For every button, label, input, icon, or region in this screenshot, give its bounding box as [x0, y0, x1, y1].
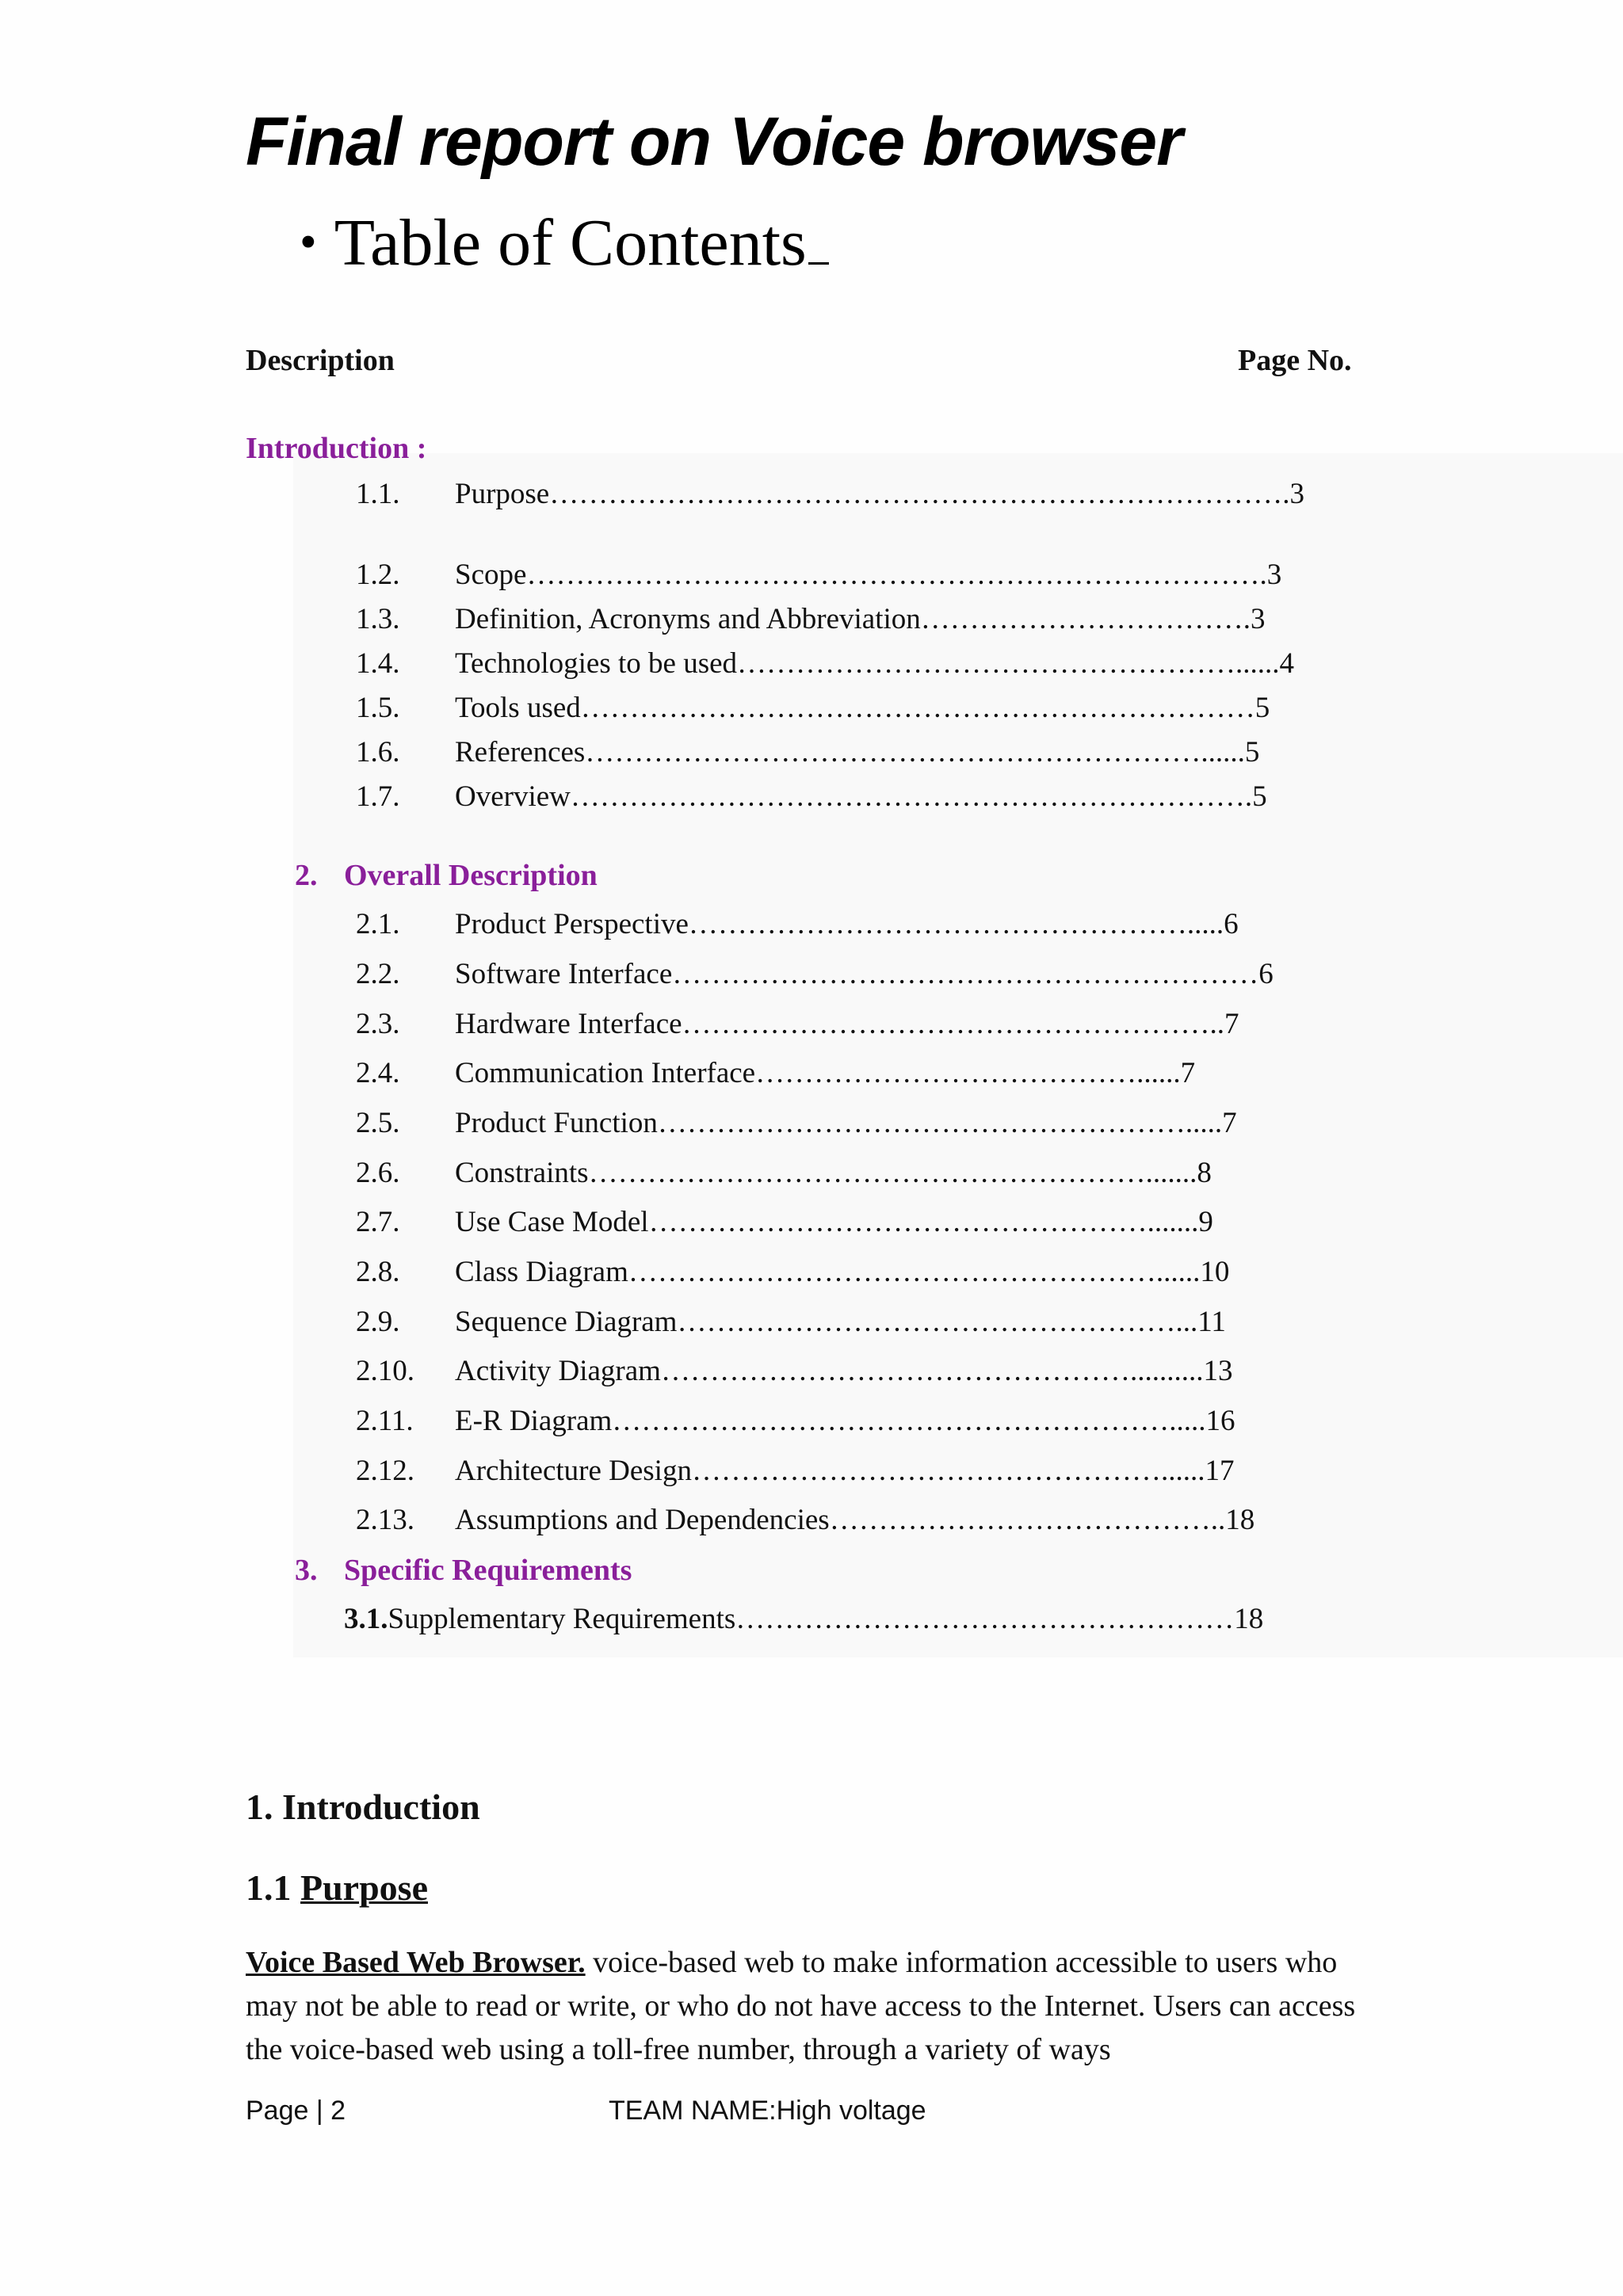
toc-entry-text: Scope: [455, 559, 527, 591]
toc-entry-text: Tools used: [455, 692, 581, 724]
toc-entry: [356, 602, 1338, 646]
toc-entry-number: 2.9.: [356, 1306, 400, 1338]
toc-entry: [356, 1255, 1338, 1299]
heading-purpose-number: 1.1: [246, 1867, 300, 1908]
toc-entry: [356, 1305, 1338, 1349]
section-introduction: Introduction :: [246, 432, 427, 465]
toc-entry: [356, 1056, 1338, 1100]
toc-heading-text: Table of Contents: [334, 206, 807, 280]
toc-entry-text: Definition, Acronyms and Abbreviation: [455, 603, 921, 635]
toc-entry-number: 2.6.: [356, 1157, 400, 1189]
toc-entry-page: 18: [1234, 1603, 1264, 1635]
toc-entry-number: 2.8.: [356, 1256, 400, 1288]
toc-entry-text: Assumptions and Dependencies: [455, 1504, 830, 1536]
toc-entry-dots: ……………………………………………………………: [580, 692, 1255, 724]
toc-entry: [356, 691, 1338, 735]
toc-entry-dots: ………………………………………………………………….: [549, 478, 1290, 510]
toc-entry-text: Overview: [455, 780, 571, 813]
toc-entry-dots: ……………………………………………………: [672, 958, 1259, 990]
toc-entry: [356, 1205, 1338, 1249]
toc-entry-dots: ………………………………………………………......: [585, 736, 1245, 769]
toc-entry-dots: …………………………………………..........: [660, 1355, 1204, 1387]
toc-entry-text: Use Case Model: [455, 1206, 649, 1238]
toc-entry-number: 3.1.: [344, 1603, 388, 1635]
toc-entry-number: 2.2.: [356, 958, 400, 990]
toc-entry-page: 5: [1244, 736, 1260, 769]
toc-entry-number: 1.4.: [356, 647, 400, 680]
text-cursor: [808, 261, 829, 265]
toc-entry-page: 3: [1266, 559, 1282, 591]
toc-entry: [356, 1503, 1338, 1547]
toc-entry-page: 7: [1222, 1107, 1237, 1139]
toc-entry-number: 2.12.: [356, 1455, 414, 1487]
toc-entry-text: Class Diagram: [455, 1256, 628, 1288]
toc-entry: [356, 735, 1338, 780]
toc-entry-page: 4: [1279, 647, 1295, 680]
toc-entry: [356, 558, 1338, 602]
paragraph-text: voice-based web to make information accessible to users who may not be able to read or write, or who do not have access to the Internet. Users can access the voice-based web using a toll-free number, through a variety of ways: [246, 1946, 1356, 2066]
toc-entry-text: Supplementary Requirements: [388, 1603, 736, 1635]
heading-purpose-text: Purpose: [300, 1867, 428, 1908]
toc-entry-text: Product Function: [455, 1107, 658, 1139]
col-page: Page No.: [1238, 344, 1352, 377]
purpose-paragraph: [246, 1941, 1387, 2072]
toc-entry-number: 2.1.: [356, 908, 400, 940]
section-3-number: 3.: [295, 1554, 318, 1587]
toc-entry-page: 7: [1224, 1008, 1239, 1040]
toc-entry-text: Purpose: [455, 478, 550, 510]
toc-entry-number: 2.4.: [356, 1057, 400, 1089]
toc-entry: [356, 646, 1338, 691]
section-3-label: Specific Requirements: [344, 1554, 632, 1587]
toc-entry: [356, 780, 1338, 824]
footer-team-name: TEAM NAME:High voltage: [609, 2096, 926, 2126]
toc-entry: [356, 957, 1338, 1001]
toc-entry-number: 2.3.: [356, 1008, 400, 1040]
toc-entry: [356, 1106, 1338, 1150]
toc-entry-dots: ………………………………………………….......: [588, 1157, 1197, 1189]
toc-entry: [356, 907, 1338, 952]
toc-entry-page: 17: [1205, 1455, 1235, 1487]
toc-entry: [356, 1156, 1338, 1200]
bullet-icon: •: [300, 215, 317, 269]
toc-entry-dots: …………………………………......: [755, 1057, 1181, 1089]
toc-entry: [356, 1007, 1338, 1051]
section-2-number: 2.: [295, 859, 318, 892]
toc-entry-dots: ………………………………………………….....: [612, 1405, 1206, 1437]
toc-entry-number: 2.5.: [356, 1107, 400, 1139]
toc-entry-number: 1.2.: [356, 559, 400, 591]
toc-entry-page: 8: [1197, 1157, 1212, 1189]
toc-entry-page: 16: [1205, 1405, 1235, 1437]
toc-entry-dots: …………………………………………….....: [688, 908, 1224, 940]
toc-entry-text: E-R Diagram: [455, 1405, 613, 1437]
toc-entry-page: 3: [1289, 478, 1304, 510]
toc-entry-page: 5: [1252, 780, 1267, 813]
toc-entry-text: Product Perspective: [455, 908, 689, 940]
toc-entry-number: 2.11.: [356, 1405, 414, 1437]
toc-entry-dots: …………………………………………......: [691, 1455, 1205, 1487]
heading-introduction: 1. Introduction: [246, 1787, 480, 1827]
toc-entry: [356, 1454, 1338, 1498]
toc-entry-dots: …………………………….: [920, 603, 1251, 635]
toc-entry-dots: ………………………………………………..: [682, 1008, 1225, 1040]
toc-entry-text: Architecture Design: [455, 1455, 692, 1487]
toc-entry-text: References: [455, 736, 586, 769]
toc-entry-number: 2.13.: [356, 1504, 414, 1536]
toc-entry-page: 10: [1200, 1256, 1230, 1288]
toc-entry-page: 11: [1197, 1306, 1226, 1338]
toc-entry-3-1: [344, 1602, 1263, 1636]
toc-entry: [356, 477, 1338, 521]
toc-entry-text: Constraints: [455, 1157, 589, 1189]
toc-entry-page: 6: [1224, 908, 1239, 940]
toc-entry-dots: …………………………………..: [829, 1504, 1226, 1536]
paragraph-lead: Voice Based Web Browser.: [246, 1946, 586, 1979]
toc-entry-dots: …………………………………………….......: [648, 1206, 1199, 1238]
toc-entry-page: 13: [1203, 1355, 1233, 1387]
heading-purpose: [246, 1867, 428, 1909]
toc-entry-text: Technologies to be used: [455, 647, 738, 680]
toc-entry-number: 1.1.: [356, 478, 400, 510]
toc-entry-dots: ……………………………………………......: [737, 647, 1280, 680]
toc-entry-text: Communication Interface: [455, 1057, 756, 1089]
footer-page-number: Page | 2: [246, 2096, 346, 2126]
toc-entry-text: Sequence Diagram: [455, 1306, 678, 1338]
toc-entry-page: 9: [1198, 1206, 1213, 1238]
toc-entry-text: Activity Diagram: [455, 1355, 661, 1387]
toc-entry-page: 5: [1254, 692, 1270, 724]
toc-entry-dots: ………………………………………………......: [628, 1256, 1201, 1288]
toc-entry-page: 6: [1258, 958, 1274, 990]
col-description: Description: [246, 344, 395, 377]
toc-entry-dots: ……………………………………………...: [677, 1306, 1198, 1338]
toc-entry-page: 3: [1251, 603, 1266, 635]
toc-entry: [356, 1354, 1338, 1398]
toc-entry-dots: ……………………………………………….....: [657, 1107, 1223, 1139]
toc-entry-dots: ………………………………………………………………….: [526, 559, 1267, 591]
section-2-label: Overall Description: [344, 859, 598, 892]
toc-entry-number: 2.7.: [356, 1206, 400, 1238]
toc-entry-dots: ……………………………………………: [735, 1603, 1235, 1635]
toc-entry-number: 1.6.: [356, 736, 400, 769]
toc-entry-number: 1.7.: [356, 780, 400, 813]
toc-entry-number: 1.5.: [356, 692, 400, 724]
document-title: Final report on Voice browser: [246, 104, 1182, 180]
toc-entry-number: 1.3.: [356, 603, 400, 635]
toc-entry-dots: …………………………………………………………….: [570, 780, 1253, 813]
toc-entry-text: Hardware Interface: [455, 1008, 682, 1040]
toc-entry-text: Software Interface: [455, 958, 673, 990]
toc-entry-page: 18: [1225, 1504, 1255, 1536]
toc-entry-page: 7: [1180, 1057, 1196, 1089]
toc-entry-number: 2.10.: [356, 1355, 414, 1387]
toc-entry: [356, 1404, 1338, 1448]
toc-heading: [300, 204, 829, 281]
